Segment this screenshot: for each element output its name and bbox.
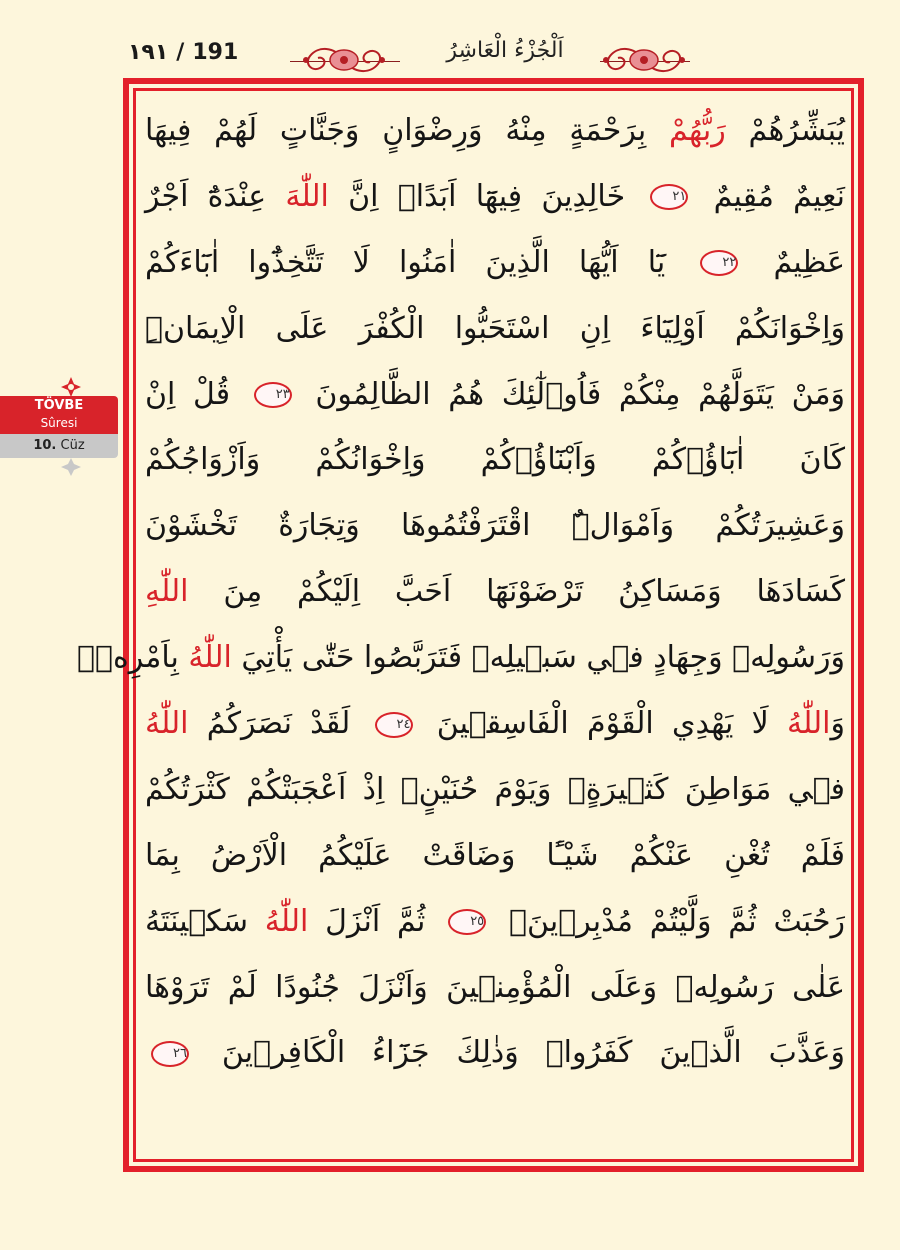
ayah-line xyxy=(145,1020,845,1086)
ayah-number-marker: ٢١ xyxy=(650,184,688,210)
divine-name-highlight: اللّٰهُ xyxy=(787,706,831,742)
ayah-text: يُبَشِّرُهُمْ xyxy=(725,113,846,148)
ayah-text: عَلٰى رَسُولِه۪ وَعَلَى الْمُؤْمِن۪ينَ وَاَنْزَلَ جُنُودًا لَمْ تَرَوْهَا xyxy=(145,969,845,1005)
page-number-separator: / xyxy=(176,40,185,65)
ayah-text: وَمَنْ يَتَوَلَّهُمْ مِنْكُمْ فَاُو۬لٰٓئِكَ هُمُ الظَّالِمُونَ xyxy=(297,376,845,412)
ayah-text: بِرَحْمَةٍ مِنْهُ وَرِضْوَانٍ وَجَنَّاتٍ لَهُمْ فِيهَا xyxy=(145,113,670,148)
ayah-text: نَعِيمٌ مُقِيمٌ xyxy=(694,178,845,214)
ayah-text: لَا يَهْدِي الْقَوْمَ الْفَاسِق۪ينَ xyxy=(418,706,788,742)
surah-name-box xyxy=(0,396,118,434)
ayah-number-marker: ٢٤ xyxy=(375,712,413,738)
ayah-line xyxy=(76,625,845,691)
ayah-text: عِنْدَهُٓ اَجْرٌ xyxy=(145,178,286,214)
ayah-line xyxy=(145,559,845,625)
divine-name-highlight: اللّٰهُ xyxy=(145,706,189,742)
juz-title: اَلْجُزْءُ الْعَاشِرُ xyxy=(446,38,564,63)
ayah-text: وَعَذَّبَ الَّذ۪ينَ كَفَرُواۜ وَذٰلِكَ جَزَٓاءُ الْكَافِر۪ينَ xyxy=(195,1035,845,1071)
ayah-text: رَحُبَتْ ثُمَّ وَلَّيْتُمْ مُدْبِر۪ينَۚ xyxy=(492,903,845,939)
ayah-text-block xyxy=(76,98,846,1153)
ayah-text: سَك۪ينَتَهُ xyxy=(145,903,265,939)
divine-name-highlight: اللّٰهُ xyxy=(264,903,309,939)
ayah-line xyxy=(145,691,845,757)
ayah-line xyxy=(145,757,845,823)
ayah-text: وَعَشِيرَتُكُمْ وَاَمْوَالٌۨ اقْتَرَفْتُمُوهَا وَتِجَارَةٌ تَخْشَوْنَ xyxy=(145,508,845,544)
page-header xyxy=(0,0,900,80)
ayah-line xyxy=(145,889,845,955)
ayah-line xyxy=(145,296,845,362)
ayah-line xyxy=(145,493,845,559)
ayah-line xyxy=(145,98,845,164)
ayah-line xyxy=(145,427,845,493)
ayah-text: كَسَادَهَا وَمَسَاكِنُ تَرْضَوْنَهَٓا اَحَبَّ اِلَيْكُمْ مِنَ xyxy=(188,574,845,610)
ayah-text: وَاِخْوَانَكُمْ اَوْلِيَٓاءَ اِنِ اسْتَحَبُّوا الْكُفْرَ عَلَى الْاِيمَانِۜ xyxy=(145,310,845,346)
ayah-number-marker: ٢٢ xyxy=(700,250,738,276)
ayah-line xyxy=(145,362,845,428)
surah-side-tab xyxy=(0,376,125,476)
ayah-text: فَلَمْ تُغْنِ عَنْكُمْ شَيْـًٔا وَضَاقَتْ عَلَيْكُمُ الْاَرْضُ بِمَا xyxy=(145,837,845,873)
surah-label: Sûresi xyxy=(40,416,78,430)
ayah-text: وَ xyxy=(830,706,846,742)
ayah-text: ف۪ي مَوَاطِنَ كَث۪يرَةٍۙ وَيَوْمَ حُنَيْنٍۙ اِذْ اَعْجَبَتْكُمْ كَثْرَتُكُمْ xyxy=(145,771,845,807)
tab-ornament-top-icon xyxy=(60,376,82,398)
divine-name-highlight: اللّٰهِ xyxy=(145,574,189,610)
header-ornament-right-icon xyxy=(598,40,690,80)
surah-name: TÖVBE xyxy=(34,398,84,413)
ayah-line xyxy=(145,955,845,1021)
page-number-latin: 191 xyxy=(192,40,239,65)
ayah-text: عَظِيمٌ xyxy=(744,244,845,280)
ayah-text: قُلْ اِنْ xyxy=(145,376,248,412)
divine-name-highlight: اللّٰهَ xyxy=(285,178,329,214)
ayah-line xyxy=(145,164,845,230)
header-ornament-left-icon xyxy=(298,40,390,80)
divine-name-highlight: اللّٰهُ xyxy=(188,640,232,676)
page-number xyxy=(128,40,238,65)
juz-box xyxy=(0,434,118,458)
juz-label: Cüz xyxy=(60,438,85,453)
ayah-number-marker: ٢٥ xyxy=(448,909,486,935)
ayah-number-marker: ٢٣ xyxy=(254,382,292,408)
ayah-number-marker: ٢٦ xyxy=(151,1041,189,1067)
ayah-text: ثُمَّ اَنْزَلَ xyxy=(308,903,443,939)
ayah-text: لَقَدْ نَصَرَكُمُ xyxy=(188,706,369,742)
juz-number: 10. xyxy=(33,438,57,453)
ayah-line xyxy=(145,823,845,889)
ayah-text: كَانَ اٰبَٓاؤُ۬كُمْ وَاَبْنَٓاؤُ۬كُمْ وَاِخْوَانُكُمْ وَاَزْوَاجُكُمْ xyxy=(145,442,845,478)
ayah-text: خَالِدِينَ فِيهَٓا اَبَدًاۜ اِنَّ xyxy=(328,178,645,214)
tab-ornament-bottom-icon xyxy=(60,458,82,476)
page-number-arabic: ١٩١ xyxy=(128,40,169,65)
ayah-text: وَرَسُولِه۪ وَجِهَادٍ ف۪ي سَب۪يلِه۪ فَتَرَبَّصُوا حَتّٰى يَأْتِيَ xyxy=(231,640,845,676)
ayah-text: يَٓا اَيُّهَا الَّذِينَ اٰمَنُوا لَا تَتَّخِذُٓوا اٰبَٓاءَكُمْ xyxy=(145,244,695,280)
ayah-text: بِاَمْرِه۪ۜ xyxy=(76,640,189,676)
ayah-line xyxy=(145,230,845,296)
divine-name-highlight: رَبُّهُمْ xyxy=(669,113,726,148)
